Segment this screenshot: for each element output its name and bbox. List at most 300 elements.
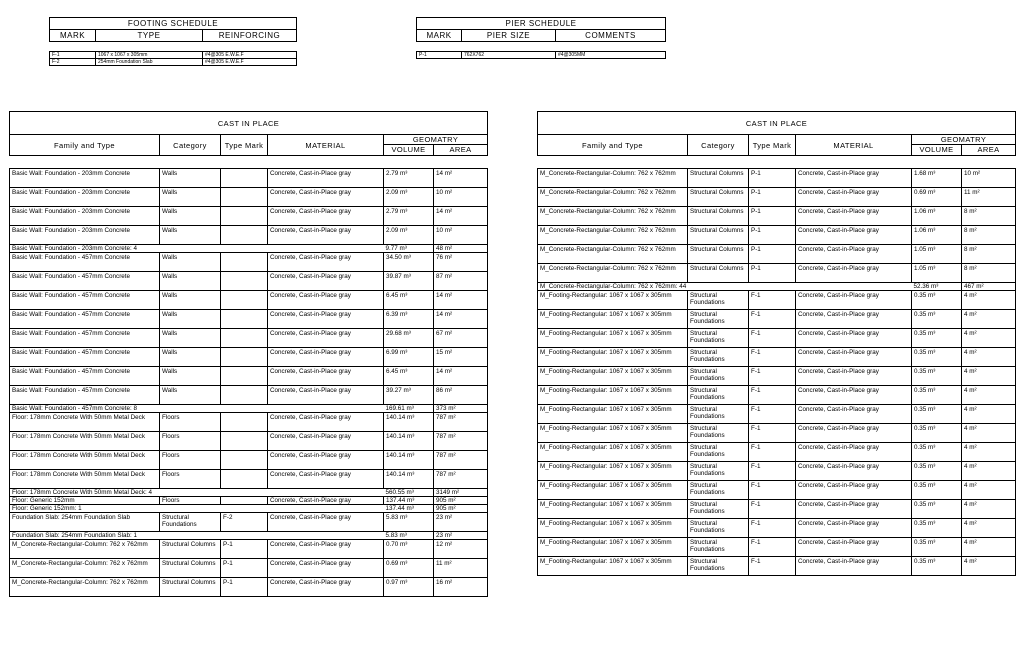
category-cell: Structural Foundations xyxy=(688,291,749,310)
material-cell: Concrete, Cast-in-Place gray xyxy=(268,578,384,597)
table-row xyxy=(10,310,488,329)
header-material: MATERIAL xyxy=(268,135,384,156)
category-cell: Structural Foundations xyxy=(688,500,749,519)
pier-schedule-title: PIER SCHEDULE xyxy=(417,18,666,30)
area-cell: 8 m² xyxy=(962,245,1016,264)
table-row xyxy=(538,329,1016,348)
area-cell: 4 m² xyxy=(962,291,1016,310)
table-row xyxy=(417,52,666,59)
volume-cell: 137.44 m³ xyxy=(384,497,434,505)
header-category: Category xyxy=(160,135,221,156)
table-row xyxy=(538,264,1016,283)
family-type-cell: Basic Wall: Foundation - 457mm Concrete xyxy=(10,272,160,291)
area-cell: 76 m² xyxy=(434,253,488,272)
family-type-cell: M_Concrete-Rectangular-Column: 762 x 762mm xyxy=(538,188,688,207)
pier-size: 762X762 xyxy=(462,52,556,59)
table-row xyxy=(538,291,1016,310)
volume-cell: 0.35 m³ xyxy=(912,481,962,500)
volume-cell: 0.35 m³ xyxy=(912,500,962,519)
family-type-cell: M_Concrete-Rectangular-Column: 762 x 762mm xyxy=(538,226,688,245)
table-row xyxy=(10,540,488,559)
material-cell: Concrete, Cast-in-Place gray xyxy=(796,367,912,386)
footing-header-type: TYPE xyxy=(96,30,203,42)
type-mark-cell xyxy=(221,188,268,207)
area-cell: 14 m² xyxy=(434,367,488,386)
area-cell: 4 m² xyxy=(962,481,1016,500)
category-cell: Walls xyxy=(160,348,221,367)
pier-comments: #4@305MM xyxy=(556,52,666,59)
category-cell: Structural Foundations xyxy=(160,513,221,532)
subtotal-row xyxy=(10,505,488,513)
cast-right-title: CAST IN PLACE xyxy=(538,112,1016,135)
area-cell: 86 m² xyxy=(434,386,488,405)
category-cell: Walls xyxy=(160,329,221,348)
material-cell: Concrete, Cast-in-Place gray xyxy=(796,538,912,557)
area-cell: 8 m² xyxy=(962,226,1016,245)
family-type-cell: Foundation Slab: 254mm Foundation Slab xyxy=(10,513,160,532)
family-type-cell: Basic Wall: Foundation - 457mm Concrete xyxy=(10,291,160,310)
volume-cell: 0.35 m³ xyxy=(912,329,962,348)
cast-left-title: CAST IN PLACE xyxy=(10,112,488,135)
material-cell: Concrete, Cast-in-Place gray xyxy=(268,432,384,451)
subtotal-label: Foundation Slab: 254mm Foundation Slab: 1 xyxy=(10,532,384,540)
area-cell: 787 m² xyxy=(434,451,488,470)
volume-cell: 0.35 m³ xyxy=(912,519,962,538)
family-type-cell: M_Footing-Rectangular: 1067 x 1067 x 305mm xyxy=(538,367,688,386)
volume-cell: 0.35 m³ xyxy=(912,557,962,576)
category-cell: Floors xyxy=(160,432,221,451)
subtotal-volume: 560.55 m³ xyxy=(384,489,434,497)
table-row xyxy=(10,348,488,367)
subtotal-row xyxy=(538,283,1016,291)
type-mark-cell: P-1 xyxy=(749,226,796,245)
family-type-cell: M_Footing-Rectangular: 1067 x 1067 x 305mm xyxy=(538,310,688,329)
family-type-cell: M_Footing-Rectangular: 1067 x 1067 x 305mm xyxy=(538,538,688,557)
type-mark-cell xyxy=(221,329,268,348)
category-cell: Structural Foundations xyxy=(688,348,749,367)
volume-cell: 0.35 m³ xyxy=(912,367,962,386)
family-type-cell: Floor: 178mm Concrete With 50mm Metal Deck xyxy=(10,470,160,489)
volume-cell: 29.68 m³ xyxy=(384,329,434,348)
volume-cell: 0.35 m³ xyxy=(912,538,962,557)
category-cell: Structural Foundations xyxy=(688,405,749,424)
volume-cell: 2.09 m³ xyxy=(384,226,434,245)
table-row xyxy=(10,367,488,386)
type-mark-cell xyxy=(221,169,268,188)
volume-cell: 6.39 m³ xyxy=(384,310,434,329)
area-cell: 4 m² xyxy=(962,386,1016,405)
volume-cell: 1.68 m³ xyxy=(912,169,962,188)
area-cell: 14 m² xyxy=(434,169,488,188)
area-cell: 10 m² xyxy=(434,226,488,245)
type-mark-cell xyxy=(221,497,268,505)
category-cell: Walls xyxy=(160,207,221,226)
category-cell: Structural Columns xyxy=(688,207,749,226)
family-type-cell: M_Footing-Rectangular: 1067 x 1067 x 305mm xyxy=(538,443,688,462)
subtotal-row xyxy=(10,405,488,413)
table-row xyxy=(538,424,1016,443)
subtotal-label: Floor: 178mm Concrete With 50mm Metal Deck: 4 xyxy=(10,489,384,497)
header-geomatry: GEOMATRY xyxy=(384,135,488,145)
area-cell: 4 m² xyxy=(962,424,1016,443)
category-cell: Floors xyxy=(160,413,221,432)
type-mark-cell: P-1 xyxy=(749,188,796,207)
volume-cell: 39.27 m³ xyxy=(384,386,434,405)
family-type-cell: M_Footing-Rectangular: 1067 x 1067 x 305mm xyxy=(538,405,688,424)
family-type-cell: M_Footing-Rectangular: 1067 x 1067 x 305mm xyxy=(538,424,688,443)
family-type-cell: M_Concrete-Rectangular-Column: 762 x 762mm xyxy=(10,578,160,597)
material-cell: Concrete, Cast-in-Place gray xyxy=(268,329,384,348)
table-row xyxy=(10,207,488,226)
table-row xyxy=(10,272,488,291)
material-cell: Concrete, Cast-in-Place gray xyxy=(268,470,384,489)
type-mark-cell: F-2 xyxy=(221,513,268,532)
table-row xyxy=(538,386,1016,405)
material-cell: Concrete, Cast-in-Place gray xyxy=(796,557,912,576)
type-mark-cell: P-1 xyxy=(221,540,268,559)
family-type-cell: Basic Wall: Foundation - 203mm Concrete xyxy=(10,207,160,226)
area-cell: 16 m² xyxy=(434,578,488,597)
table-row xyxy=(10,413,488,432)
table-row xyxy=(538,367,1016,386)
area-cell: 11 m² xyxy=(962,188,1016,207)
type-mark-cell xyxy=(221,413,268,432)
table-row xyxy=(538,169,1016,188)
header-type-mark: Type Mark xyxy=(221,135,268,156)
family-type-cell: M_Concrete-Rectangular-Column: 762 x 762mm xyxy=(538,264,688,283)
area-cell: 87 m² xyxy=(434,272,488,291)
area-cell: 15 m² xyxy=(434,348,488,367)
area-cell: 4 m² xyxy=(962,519,1016,538)
type-mark-cell: P-1 xyxy=(749,264,796,283)
volume-cell: 6.45 m³ xyxy=(384,367,434,386)
volume-cell: 0.69 m³ xyxy=(384,559,434,578)
category-cell: Structural Foundations xyxy=(688,367,749,386)
family-type-cell: Basic Wall: Foundation - 457mm Concrete xyxy=(10,329,160,348)
type-mark-cell xyxy=(221,348,268,367)
pier-header-size: PIER SIZE xyxy=(462,30,556,42)
table-row xyxy=(10,451,488,470)
type-mark-cell xyxy=(221,432,268,451)
table-row xyxy=(10,578,488,597)
family-type-cell: Floor: 178mm Concrete With 50mm Metal Deck xyxy=(10,413,160,432)
table-row xyxy=(538,557,1016,576)
material-cell: Concrete, Cast-in-Place gray xyxy=(268,540,384,559)
type-mark-cell xyxy=(221,386,268,405)
area-cell: 4 m² xyxy=(962,557,1016,576)
volume-cell: 1.06 m³ xyxy=(912,226,962,245)
material-cell: Concrete, Cast-in-Place gray xyxy=(268,207,384,226)
subtotal-row xyxy=(10,532,488,540)
type-mark-cell: P-1 xyxy=(749,207,796,226)
footing-type: 1067 x 1067 x 305mm xyxy=(96,52,203,59)
table-row xyxy=(538,443,1016,462)
header-type-mark: Type Mark xyxy=(749,135,796,156)
type-mark-cell: F-1 xyxy=(749,443,796,462)
category-cell: Floors xyxy=(160,497,221,505)
family-type-cell: M_Footing-Rectangular: 1067 x 1067 x 305mm xyxy=(538,500,688,519)
family-type-cell: M_Concrete-Rectangular-Column: 762 x 762mm xyxy=(538,207,688,226)
table-row xyxy=(538,310,1016,329)
category-cell: Structural Foundations xyxy=(688,481,749,500)
table-row xyxy=(10,513,488,532)
header-family-type: Family and Type xyxy=(538,135,688,156)
category-cell: Structural Foundations xyxy=(688,424,749,443)
table-row xyxy=(538,245,1016,264)
subtotal-volume: 137.44 m³ xyxy=(384,505,434,513)
cast-left-rows xyxy=(10,169,488,597)
category-cell: Structural Foundations xyxy=(688,443,749,462)
area-cell: 4 m² xyxy=(962,443,1016,462)
type-mark-cell: F-1 xyxy=(749,500,796,519)
volume-cell: 5.83 m³ xyxy=(384,513,434,532)
family-type-cell: M_Concrete-Rectangular-Column: 762 x 762mm xyxy=(10,540,160,559)
type-mark-cell xyxy=(221,470,268,489)
category-cell: Walls xyxy=(160,272,221,291)
material-cell: Concrete, Cast-in-Place gray xyxy=(268,291,384,310)
footing-reinforcing: #4@305 E.W.E.F xyxy=(203,59,297,66)
volume-cell: 6.99 m³ xyxy=(384,348,434,367)
family-type-cell: M_Footing-Rectangular: 1067 x 1067 x 305mm xyxy=(538,291,688,310)
area-cell: 8 m² xyxy=(962,207,1016,226)
material-cell: Concrete, Cast-in-Place gray xyxy=(796,500,912,519)
volume-cell: 0.70 m³ xyxy=(384,540,434,559)
type-mark-cell: F-1 xyxy=(749,424,796,443)
category-cell: Floors xyxy=(160,470,221,489)
category-cell: Structural Columns xyxy=(160,540,221,559)
footing-header-mark: MARK xyxy=(50,30,96,42)
subtotal-label: Floor: Generic 152mm: 1 xyxy=(10,505,384,513)
family-type-cell: Basic Wall: Foundation - 457mm Concrete xyxy=(10,367,160,386)
material-cell: Concrete, Cast-in-Place gray xyxy=(796,424,912,443)
material-cell: Concrete, Cast-in-Place gray xyxy=(796,188,912,207)
footing-mark: F-1 xyxy=(50,52,96,59)
area-cell: 787 m² xyxy=(434,413,488,432)
family-type-cell: Basic Wall: Foundation - 457mm Concrete xyxy=(10,253,160,272)
category-cell: Walls xyxy=(160,188,221,207)
material-cell: Concrete, Cast-in-Place gray xyxy=(796,169,912,188)
material-cell: Concrete, Cast-in-Place gray xyxy=(796,405,912,424)
pier-schedule xyxy=(416,17,666,59)
type-mark-cell xyxy=(221,310,268,329)
header-volume: VOLUME xyxy=(912,145,962,156)
volume-cell: 0.35 m³ xyxy=(912,310,962,329)
subtotal-area: 467 m² xyxy=(962,283,1016,291)
type-mark-cell xyxy=(221,451,268,470)
table-row xyxy=(10,559,488,578)
table-row xyxy=(10,169,488,188)
family-type-cell: M_Concrete-Rectangular-Column: 762 x 762mm xyxy=(10,559,160,578)
table-row xyxy=(538,226,1016,245)
volume-cell: 0.35 m³ xyxy=(912,424,962,443)
volume-cell: 0.35 m³ xyxy=(912,443,962,462)
area-cell: 14 m² xyxy=(434,207,488,226)
area-cell: 4 m² xyxy=(962,462,1016,481)
cast-in-place-schedule-right xyxy=(537,111,1016,576)
header-area: AREA xyxy=(434,145,488,156)
subtotal-label: Basic Wall: Foundation - 203mm Concrete: 4 xyxy=(10,245,384,253)
material-cell: Concrete, Cast-in-Place gray xyxy=(796,329,912,348)
material-cell: Concrete, Cast-in-Place gray xyxy=(268,272,384,291)
material-cell: Concrete, Cast-in-Place gray xyxy=(268,559,384,578)
type-mark-cell: F-1 xyxy=(749,367,796,386)
area-cell: 4 m² xyxy=(962,329,1016,348)
subtotal-label: Basic Wall: Foundation - 457mm Concrete: 8 xyxy=(10,405,384,413)
volume-cell: 1.06 m³ xyxy=(912,207,962,226)
category-cell: Walls xyxy=(160,253,221,272)
pier-header-mark: MARK xyxy=(417,30,462,42)
material-cell: Concrete, Cast-in-Place gray xyxy=(796,264,912,283)
family-type-cell: Floor: 178mm Concrete With 50mm Metal Deck xyxy=(10,432,160,451)
family-type-cell: Basic Wall: Foundation - 457mm Concrete xyxy=(10,348,160,367)
volume-cell: 0.97 m³ xyxy=(384,578,434,597)
family-type-cell: M_Concrete-Rectangular-Column: 762 x 762mm xyxy=(538,169,688,188)
volume-cell: 39.87 m³ xyxy=(384,272,434,291)
table-row xyxy=(10,329,488,348)
family-type-cell: Basic Wall: Foundation - 203mm Concrete xyxy=(10,169,160,188)
category-cell: Walls xyxy=(160,367,221,386)
family-type-cell: Basic Wall: Foundation - 203mm Concrete xyxy=(10,226,160,245)
type-mark-cell xyxy=(221,226,268,245)
material-cell: Concrete, Cast-in-Place gray xyxy=(796,481,912,500)
subtotal-volume: 52.36 m³ xyxy=(912,283,962,291)
material-cell: Concrete, Cast-in-Place gray xyxy=(796,462,912,481)
type-mark-cell: P-1 xyxy=(749,169,796,188)
table-row xyxy=(538,538,1016,557)
category-cell: Structural Foundations xyxy=(688,386,749,405)
volume-cell: 140.14 m³ xyxy=(384,470,434,489)
type-mark-cell: P-1 xyxy=(221,578,268,597)
area-cell: 787 m² xyxy=(434,432,488,451)
family-type-cell: Basic Wall: Foundation - 457mm Concrete xyxy=(10,310,160,329)
footing-type: 254mm Foundation Slab xyxy=(96,59,203,66)
material-cell: Concrete, Cast-in-Place gray xyxy=(268,367,384,386)
volume-cell: 2.09 m³ xyxy=(384,188,434,207)
category-cell: Walls xyxy=(160,226,221,245)
category-cell: Structural Columns xyxy=(688,188,749,207)
type-mark-cell: F-1 xyxy=(749,386,796,405)
category-cell: Structural Columns xyxy=(688,169,749,188)
type-mark-cell xyxy=(221,207,268,226)
header-material: MATERIAL xyxy=(796,135,912,156)
category-cell: Structural Columns xyxy=(688,245,749,264)
area-cell: 905 m² xyxy=(434,497,488,505)
material-cell: Concrete, Cast-in-Place gray xyxy=(796,310,912,329)
material-cell: Concrete, Cast-in-Place gray xyxy=(796,443,912,462)
family-type-cell: M_Footing-Rectangular: 1067 x 1067 x 305mm xyxy=(538,462,688,481)
family-type-cell: Basic Wall: Foundation - 203mm Concrete xyxy=(10,188,160,207)
type-mark-cell xyxy=(221,253,268,272)
material-cell: Concrete, Cast-in-Place gray xyxy=(796,291,912,310)
header-family-type: Family and Type xyxy=(10,135,160,156)
table-row xyxy=(538,519,1016,538)
type-mark-cell: F-1 xyxy=(749,462,796,481)
pier-header-comments: COMMENTS xyxy=(556,30,666,42)
area-cell: 8 m² xyxy=(962,264,1016,283)
material-cell: Concrete, Cast-in-Place gray xyxy=(268,169,384,188)
volume-cell: 2.79 m³ xyxy=(384,169,434,188)
pier-mark: P-1 xyxy=(417,52,462,59)
table-row xyxy=(10,226,488,245)
category-cell: Walls xyxy=(160,169,221,188)
family-type-cell: M_Footing-Rectangular: 1067 x 1067 x 305mm xyxy=(538,519,688,538)
area-cell: 10 m² xyxy=(434,188,488,207)
category-cell: Floors xyxy=(160,451,221,470)
category-cell: Walls xyxy=(160,291,221,310)
volume-cell: 140.14 m³ xyxy=(384,432,434,451)
category-cell: Structural Columns xyxy=(160,559,221,578)
volume-cell: 0.69 m³ xyxy=(912,188,962,207)
table-row xyxy=(538,405,1016,424)
area-cell: 4 m² xyxy=(962,538,1016,557)
type-mark-cell xyxy=(221,272,268,291)
subtotal-volume: 169.61 m³ xyxy=(384,405,434,413)
cast-in-place-schedule-left xyxy=(9,111,488,597)
footing-schedule xyxy=(49,17,297,66)
subtotal-row xyxy=(10,489,488,497)
category-cell: Structural Foundations xyxy=(688,310,749,329)
material-cell: Concrete, Cast-in-Place gray xyxy=(268,348,384,367)
type-mark-cell: F-1 xyxy=(749,519,796,538)
family-type-cell: M_Concrete-Rectangular-Column: 762 x 762mm xyxy=(538,245,688,264)
table-row xyxy=(538,348,1016,367)
category-cell: Structural Foundations xyxy=(688,519,749,538)
material-cell: Concrete, Cast-in-Place gray xyxy=(268,188,384,207)
table-row xyxy=(538,207,1016,226)
footing-mark: F-2 xyxy=(50,59,96,66)
family-type-cell: Floor: 178mm Concrete With 50mm Metal Deck xyxy=(10,451,160,470)
family-type-cell: M_Footing-Rectangular: 1067 x 1067 x 305mm xyxy=(538,481,688,500)
subtotal-label: M_Concrete-Rectangular-Column: 762 x 762mm: 44 xyxy=(538,283,912,291)
material-cell: Concrete, Cast-in-Place gray xyxy=(268,413,384,432)
table-row xyxy=(538,500,1016,519)
table-row xyxy=(10,470,488,489)
family-type-cell: M_Footing-Rectangular: 1067 x 1067 x 305mm xyxy=(538,329,688,348)
area-cell: 14 m² xyxy=(434,291,488,310)
category-cell: Walls xyxy=(160,386,221,405)
type-mark-cell: P-1 xyxy=(221,559,268,578)
family-type-cell: M_Footing-Rectangular: 1067 x 1067 x 305mm xyxy=(538,348,688,367)
table-row xyxy=(538,188,1016,207)
category-cell: Structural Columns xyxy=(688,264,749,283)
area-cell: 4 m² xyxy=(962,405,1016,424)
category-cell: Structural Foundations xyxy=(688,462,749,481)
subtotal-volume: 5.83 m³ xyxy=(384,532,434,540)
material-cell: Concrete, Cast-in-Place gray xyxy=(268,513,384,532)
material-cell: Concrete, Cast-in-Place gray xyxy=(796,348,912,367)
type-mark-cell: F-1 xyxy=(749,310,796,329)
type-mark-cell: F-1 xyxy=(749,557,796,576)
family-type-cell: M_Footing-Rectangular: 1067 x 1067 x 305mm xyxy=(538,557,688,576)
subtotal-area: 23 m² xyxy=(434,532,488,540)
material-cell: Concrete, Cast-in-Place gray xyxy=(268,253,384,272)
area-cell: 14 m² xyxy=(434,310,488,329)
table-row xyxy=(50,52,297,59)
material-cell: Concrete, Cast-in-Place gray xyxy=(268,497,384,505)
area-cell: 4 m² xyxy=(962,348,1016,367)
category-cell: Structural Foundations xyxy=(688,329,749,348)
cast-right-rows xyxy=(538,169,1016,576)
volume-cell: 1.05 m³ xyxy=(912,245,962,264)
table-row xyxy=(538,481,1016,500)
table-row xyxy=(50,59,297,66)
area-cell: 4 m² xyxy=(962,500,1016,519)
type-mark-cell: F-1 xyxy=(749,329,796,348)
material-cell: Concrete, Cast-in-Place gray xyxy=(268,386,384,405)
table-row xyxy=(10,432,488,451)
subtotal-volume: 9.77 m³ xyxy=(384,245,434,253)
material-cell: Concrete, Cast-in-Place gray xyxy=(796,226,912,245)
